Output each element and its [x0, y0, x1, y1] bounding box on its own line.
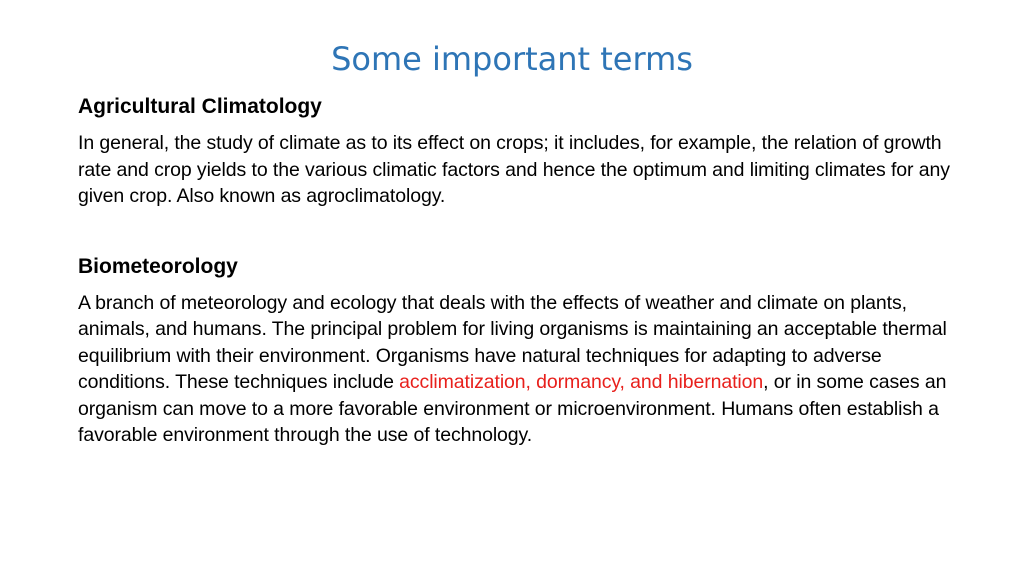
spacer: [78, 210, 958, 252]
term-definition: [78, 290, 958, 449]
term-heading: Biometeorology: [78, 254, 238, 278]
definition-text-after: , or in some cases an organism can move to a more favorable environment or microenvironment. Humans often establish a favorable environment through the use of technology.: [78, 371, 947, 446]
term-agricultural-climatology: [78, 92, 958, 210]
highlighted-terms: acclimatization, dormancy, and hibernation: [399, 371, 764, 393]
slide-title: Some important terms: [331, 40, 693, 78]
slide-content: [78, 92, 958, 449]
definition-text-before: A branch of meteorology and ecology that deals with the effects of weather and climate on plants, animals, and humans. The principal problem for living organisms is maintaining an acceptable thermal equilibrium with their environment. Organisms have natural techniques for adapting to adverse conditions. These techniques include: [78, 291, 947, 393]
term-definition: In general, the study of climate as to its effect on crops; it includes, for example, the relation of growth rate and crop yields to the various climatic factors and hence the optimum and limiting climates for any given crop. Also known as agroclimatology.: [78, 132, 950, 207]
term-heading: Agricultural Climatology: [78, 95, 322, 118]
term-biometeorology: [78, 252, 958, 449]
